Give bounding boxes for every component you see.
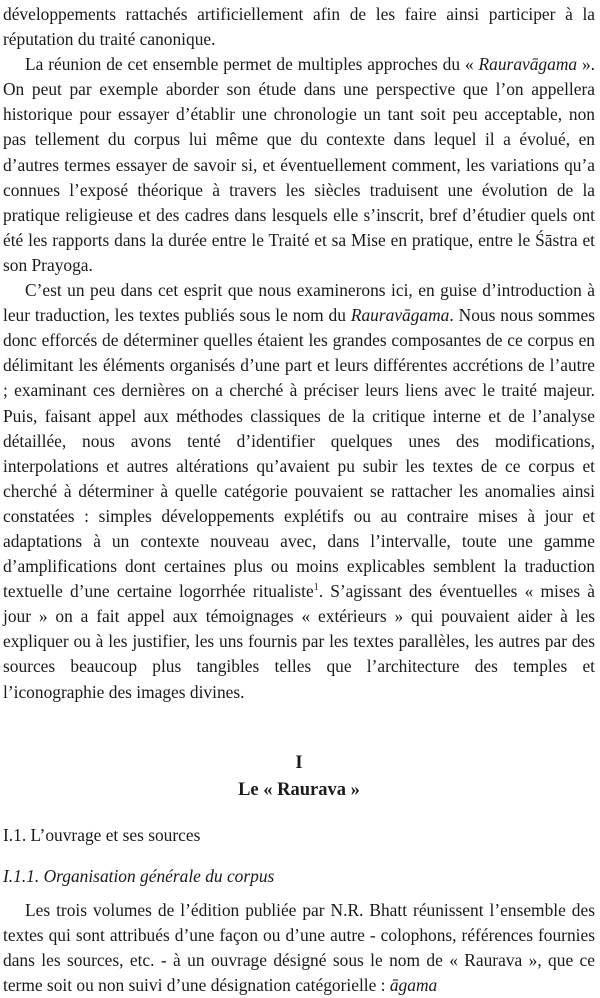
paragraph-approaches: La réunion de cet ensemble permet de multiples approches du « Rauravāgama ». On peut par exemple aborder son étude dans une perspective que l’on appellera historique pour essayer d’établir une chronologie un tant soit peu acceptable, non pas tellement du corpus lui même que du contexte dans lequel il a évolué, en d’autres termes essayer de savoir si, et éventuellement comment, les variations qu’a connues l’exposé théorique à travers les siècles traduisent une évolution de la pratique religieuse et des cadres dans lesquels elle s’inscrit, bref d’étudier quels ont été les rapports dans la durée entre le Traité et sa Mise en pratique, entre le Śāstra et son Prayoga. — [3, 54, 596, 275]
subsection-heading: I.1.1. Organisation générale du corpus — [3, 865, 275, 886]
italic-term: āgama — [389, 974, 438, 995]
section-heading: I.1. L’ouvrage et ses sources — [3, 824, 201, 845]
paragraph-continuation: développements rattachés artificiellement afin de les faire ainsi participer à la réputation du traité canonique. — [3, 4, 595, 50]
paragraph-corpus: Les trois volumes de l’édition publiée par N.R. Bhatt réunissent l’ensemble des textes qui sont attribués d’une façon ou d’une autre - colophons, références fournies dans les sources, etc. - à un ouvrage désigné sous le nom de « Raurava », que ce terme soit ou non suivi d’une désignation catégorielle : āgama — [3, 899, 595, 995]
document-page — [3, 0, 595, 998]
part-number: I — [295, 752, 303, 773]
part-heading — [3, 751, 595, 803]
italic-term: Rauravāgama — [350, 305, 450, 326]
italic-term: Rauravāgama — [478, 54, 578, 75]
footnote-marker[interactable]: 1 — [313, 582, 319, 594]
part-title: Le « Raurava » — [238, 779, 360, 800]
paragraph-method: C’est un peu dans cet esprit que nous examinerons ici, en guise d’introduction à leur traduction, les textes publiés sous le nom du Rauravāgama. Nous nous sommes donc efforcés de déterminer quelles étaient les grandes composantes de ce corpus en délimitant les éléments organisés d’une part et leurs différentes accrétions de l’autre ; examinant ces dernières on a cherché à préciser leurs liens avec le traité majeur. Puis, faisant appel aux méthodes classiques de la critique interne et de l’analyse détaillée, nous avons tenté d’identifier quelques unes des modifications, interpolations et autres altérations qu’avaient pu subir les textes de ce corpus et cherché à déterminer à quelle catégorie pouvaient se rattacher les anomalies ainsi constatées : simples développements explétifs ou au contraire mises à jour et adaptations à un contexte nouveau avec, dans l’intervalle, toute une gamme d’amplifications dont certaines plus ou moins explicables semblent la traduction textuelle d’une certaine logorrhée ritualiste$^1$. S’agissant des éventuelles « mises à jour » on a fait appel aux témoignages « extérieurs » qui pouvaient aider à les expliquer ou à les justifier, les uns fournis par les textes parallèles, les autres par des sources beaucoup plus tangibles telles que l’architecture des temples et l’iconographie des images divines. — [3, 280, 596, 702]
